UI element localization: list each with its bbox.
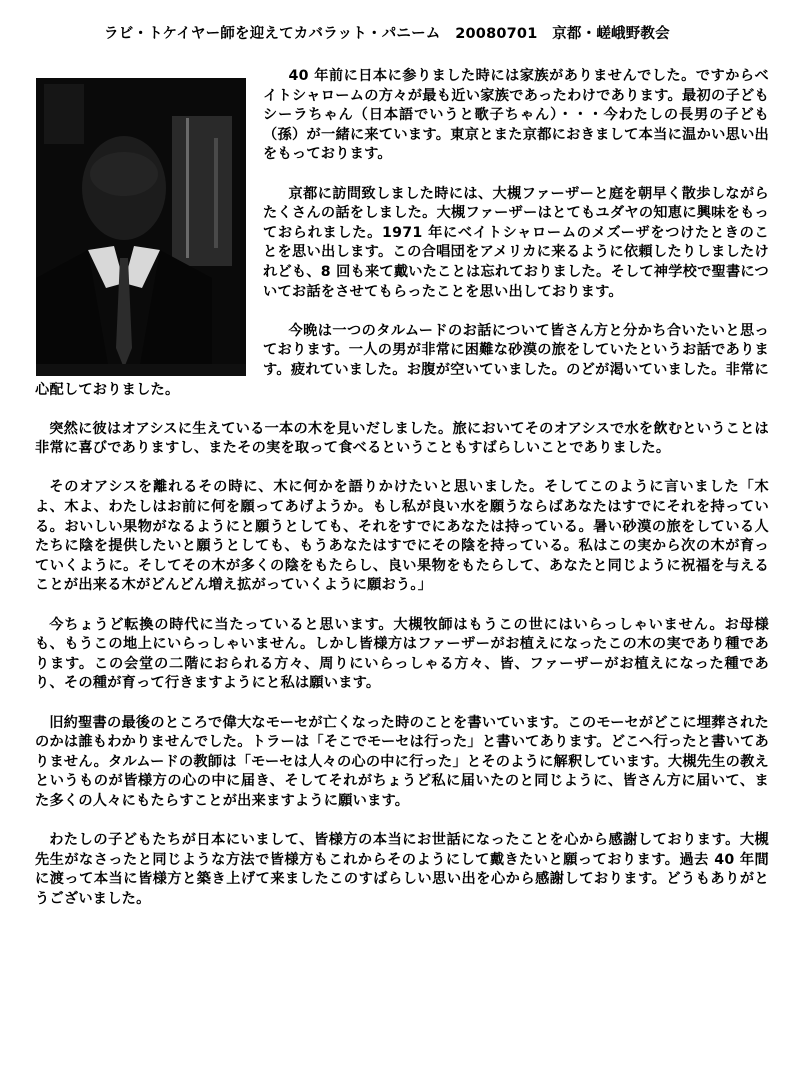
article-body <box>35 67 769 929</box>
photo-spacer <box>35 67 263 374</box>
paragraph: 旧約聖書の最後のところで偉大なモーセが亡くなった時のことを書いています。このモーセがどこに埋葬されたのかは誰もわかりませんでした。トラーは「そこでモーセは行った」と書いてあります。どこへ行ったと書いてありません。タルムードの教師は「モーセは人々の心の中に行った」とそのように解釈しています。大槻先生の教えというものが皆様方の心の中に届き、そしてそれがちょうど私に届いたのと同じように、皆さん方に届いて、また多くの人々にもたらすことが出来ますように願います。 <box>35 714 769 809</box>
paragraph: わたしの子どもたちが日本にいまして、皆様方の本当にお世話になったことを心から感謝しております。大槻先生がなさったと同じような方法で皆様方もこれからそのようにして戴きたいと願っております。過去 40 年間に渡って本当に皆様方と築き上げて来ましたこのすばらしい思い出を心から感謝しております。どうもありがとうございました。 <box>35 832 769 907</box>
paragraph: 突然に彼はオアシスに生えている一本の木を見いだしました。旅においてそのオアシスで水を飲むということは非常に喜びでありますし、またその実を取って食べるということもすばらしいことでありました。 <box>35 420 769 457</box>
paragraph: そのオアシスを離れるその時に、木に何かを語りかけたいと思いました。そしてこのように言いました「木よ、木よ、わたしはお前に何を願ってあげようか。もし私が良い水を願うならばあなたはすでにそれを持っている。おいしい果物がなるようにと願うとしても、それをすでにあなたは持っている。暑い砂漠の旅をしている人たちに陰を提供したいと願うとしても、もうあなたはすでにその陰を持っている。私はこの実から次の木が育っていくように。そしてその木が多くの陰をもたらし、良い果物をもたらして、あなたと同じように祝福を与えることが出来る木がどんどん増え拡がっていくように願おう。」 <box>35 479 769 594</box>
paragraph: 今晩は一つのタルムードのお話について皆さん方と分かち合いたいと思っております。一人の男が非常に困難な砂漠の旅をしていたというお話であります。疲れていました。お腹が空いていました。のどが渇いていました。非常に心配しておりました。 <box>35 322 769 398</box>
document-title: ラビ・トケイヤー師を迎えてカバラット・パニーム 20080701 京都・嵯峨野教会 <box>104 26 670 42</box>
paragraph: 40 年前に日本に参りました時には家族がありませんでした。ですからベイトシャロームの方々が最も近い家族であったわけであります。最初の子どもシーラちゃん（日本語でいうと歌子ちゃん）・・・今わたしの長男の子ども（孫）が一緒に来ています。東京とまた京都におきまして本当に温かい思い出をもっております。 <box>263 68 769 163</box>
paragraph: 京都に訪問致しました時には、大槻ファーザーと庭を朝早く散歩しながらたくさんの話をしました。大槻ファーザーはとてもユダヤの知恵に興味をもっておられました。1971 年にベイトシャロームのメズーザをつけたときのことを思い出します。この合唱団をアメリカに来るように依頼したりしましたけれども、8 回も来て戴いたことは忘れておりました。そして神学校で聖書についてお話をさせてもらったことを思い出しております。 <box>263 185 769 300</box>
paragraph: 今ちょうど転換の時代に当たっていると思います。大槻牧師はもうこの世にはいらっしゃいません。お母様も、もうこの地上にいらっしゃいません。しかし皆様方はファーザーがお植えになったこの木の実であり種であります。この会堂の二階におられる方々、周りにいらっしゃる方々、皆、ファーザーがお植えになった種であり、その種が育って行きますようにと私は願います。 <box>35 616 769 692</box>
